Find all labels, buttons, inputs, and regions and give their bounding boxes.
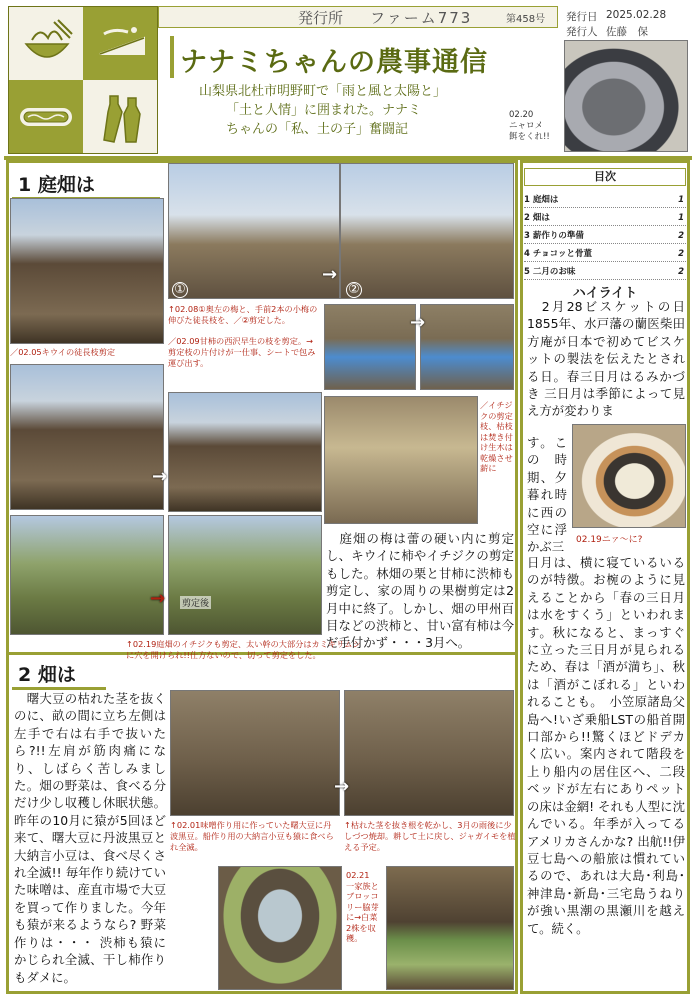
section1-title: 1 庭畑は <box>12 170 160 200</box>
pie-slice-icon <box>94 18 150 68</box>
cat-photo-header <box>564 40 688 152</box>
toc-item-page: 2 <box>678 249 684 259</box>
fig-tree-photo-2 <box>168 392 322 512</box>
toc-item-label: 5 二月のお味 <box>524 267 576 277</box>
firewood-photo <box>324 396 478 524</box>
toc-item-label: 3 薪作りの準備 <box>524 231 584 241</box>
highlight-text-bottom: 日月は、横に寝ているいるのが特徴。お椀のように見えることから「春の三日月は水をすくう」といわれます。秋になると、まっすぐに立った三日月が見られるため、春は「酒が満ち」、秋は「酒がこぼれる」といわれることも。 小笠原諸島父島へ!いざ乗船LSTの船首開口部から!!驚くほどドデカく広い。案内されて階段を上り船内の居住区へ、二段ベッドが左右にありペットの床は金網! それも人型に沈んでいる。年季が入ってるアメリカさんかな? 出航!!伊豆七島への船旅は慣れているので、あれは大島･利島･神津島･新島･三宅島うねりが強い黒潮の黒瀬川を越えて。続く。 <box>527 555 685 936</box>
stems-caption: ↑枯れた茎を抜き根を乾かし、3月の雨後に少しづつ焼却。耕して土に戻し、ジャガイモを植える予定。 <box>344 820 516 852</box>
section2-title: 2 畑は <box>12 660 106 690</box>
cat-photo-sidebar <box>572 424 686 528</box>
arrow-icon: → <box>152 466 168 487</box>
toc-item-page: 1 <box>678 195 684 205</box>
photo-marker-1: ① <box>172 282 188 298</box>
toc-item-page: 2 <box>678 231 684 241</box>
ume-photo-1 <box>168 163 340 299</box>
section2-body: 曙大豆の枯れた茎を抜くのに、畝の間に立ち左側は左手で右は右手で抜いたら?!!左肩が筋肉痛になり、しばらく苦しみました。畑の野菜は、食べる分だけ少し収穫し休眠状態。昨年の10月に猿が5回ほど来て、曙大豆に丹波黒豆と大納言小豆は、食べ尽くされ全滅!! 毎年作り続けていた味噌は、産直市場で大豆を買って作りました。今年も猿が来るようなら? 野菜作りは・・・ 渋柿も猿にかじられ全滅、干し柿作りもダメに。 <box>14 691 166 985</box>
arrow-icon: → <box>334 776 350 797</box>
hakusai-photo <box>386 866 514 990</box>
harvest-photo <box>218 866 342 990</box>
ume-photo-2 <box>340 163 514 299</box>
toc-item-label: 2 畑は <box>524 213 550 223</box>
bottles-icon <box>96 90 148 146</box>
issue-number: 第458号 <box>506 14 546 25</box>
toc-item-5[interactable] <box>524 264 686 280</box>
toc-item-2[interactable] <box>524 210 686 226</box>
toc-item-page: 2 <box>678 267 684 277</box>
toc-item-4[interactable] <box>524 246 686 262</box>
hotdog-icon <box>16 92 76 142</box>
after-pruning-label: 剪定後 <box>180 596 211 609</box>
editor-name: 佐藤 保 <box>606 26 648 38</box>
section1-body: 庭畑の梅は蕾の硬い内に剪定し、キウイに柿やイチジクの剪定もした。林畑の栗と甘柿に渋柿も剪定し、家の周りの果樹剪定は2月中に終了。しかし、畑の甲州百目などの渋柿と、甘い富有柿は今だ手付かず・・・3月へ。 <box>326 531 514 651</box>
kiwi-caption: ／02.05キウイの徒長枝剪定 <box>10 347 116 357</box>
highlight-text-narrow: す。この時期、夕暮れ時に西の空に浮かぶ三 <box>527 435 567 555</box>
page-title: ナナミちゃんの農事通信 <box>180 47 488 78</box>
miso-caption: ↑02.01味噌作り用に作っていた曙大豆に丹波黒豆。船作り用の大納言小豆も猿に食べられ全滅。 <box>170 820 334 852</box>
arrow-icon: → <box>150 588 166 609</box>
masthead-band <box>158 6 558 28</box>
subtitle-line-2: 「土と人情」に囲まれた。ナナミ <box>226 103 422 118</box>
subtitle-line-3: ちゃんの「私、土の子」奮闘記 <box>226 122 409 137</box>
editor-label: 発行人 <box>566 26 598 38</box>
fig-before-photo <box>10 515 164 635</box>
date-label: 発行日 <box>566 11 598 23</box>
cat-note: 02.20 ニャロメ 餌をくれ!! <box>509 110 550 142</box>
broccoli-caption: 02.21 一家族とブロッコリー脇芽に→白菜2株を収穫。 <box>346 870 379 943</box>
toc-title: 目次 <box>524 168 686 186</box>
photo-marker-2: ② <box>346 282 362 298</box>
toc-item-label: 1 庭畑は <box>524 195 559 205</box>
ichijiku-note: ／イチジクの剪定枝、枯枝は焚き付け生木は乾燥させ薪に <box>480 400 513 473</box>
rice-bowl-icon <box>20 18 74 68</box>
toc-item-label: 4 チョコッと骨董 <box>524 249 592 259</box>
tarp-photo-2 <box>420 304 514 390</box>
toc-item-1[interactable] <box>524 192 686 208</box>
cat-caption: 02.19ニァ〜に? <box>576 535 643 545</box>
toc-item-page: 1 <box>678 213 684 223</box>
shibugaki-caption: ／02.09甘柿の西沢早生の枝を剪定。→剪定枝の片付けが一仕事、シートで包み運び出す。 <box>168 336 316 368</box>
ume-caption: ↑02.08①奥左の梅と、手前2本の小梅の伸びた徒長枝を、／②剪定した。 <box>168 304 318 325</box>
arrow-icon: → <box>410 312 426 333</box>
fig-tree-photo-1 <box>10 364 164 510</box>
stems-field-photo <box>344 690 514 816</box>
issue-date: 2025.02.28 <box>606 9 667 21</box>
soybean-field-photo <box>170 690 340 816</box>
tarp-photo-1 <box>324 304 416 390</box>
publisher-label: 発行所 <box>298 9 344 27</box>
highlight-title: ハイライト <box>572 286 638 301</box>
ichijiku-caption: ↑02.19庭畑のイチジクも剪定、太い幹の大部分はカミキリムシに穴を開けられ!!仕方ないので、切って剪定をした。 <box>126 639 361 660</box>
fig-after-photo <box>168 515 322 635</box>
subtitle-line-1: 山梨県北杜市明野町で「雨と風と太陽と」 <box>199 84 447 99</box>
publisher-name: ファーム773 <box>370 9 473 27</box>
toc-item-3[interactable] <box>524 228 686 244</box>
arrow-icon: → <box>322 264 338 285</box>
highlight-text-top: 2月28ビスケットの日1855年、水戸藩の蘭医柴田方庵が日本で初めてビスケットの製法を伝えたとされる日。春三日月はるみかづき 三日月は季節によって見え方が変わりま <box>527 299 685 419</box>
kiwi-photo <box>10 198 164 344</box>
